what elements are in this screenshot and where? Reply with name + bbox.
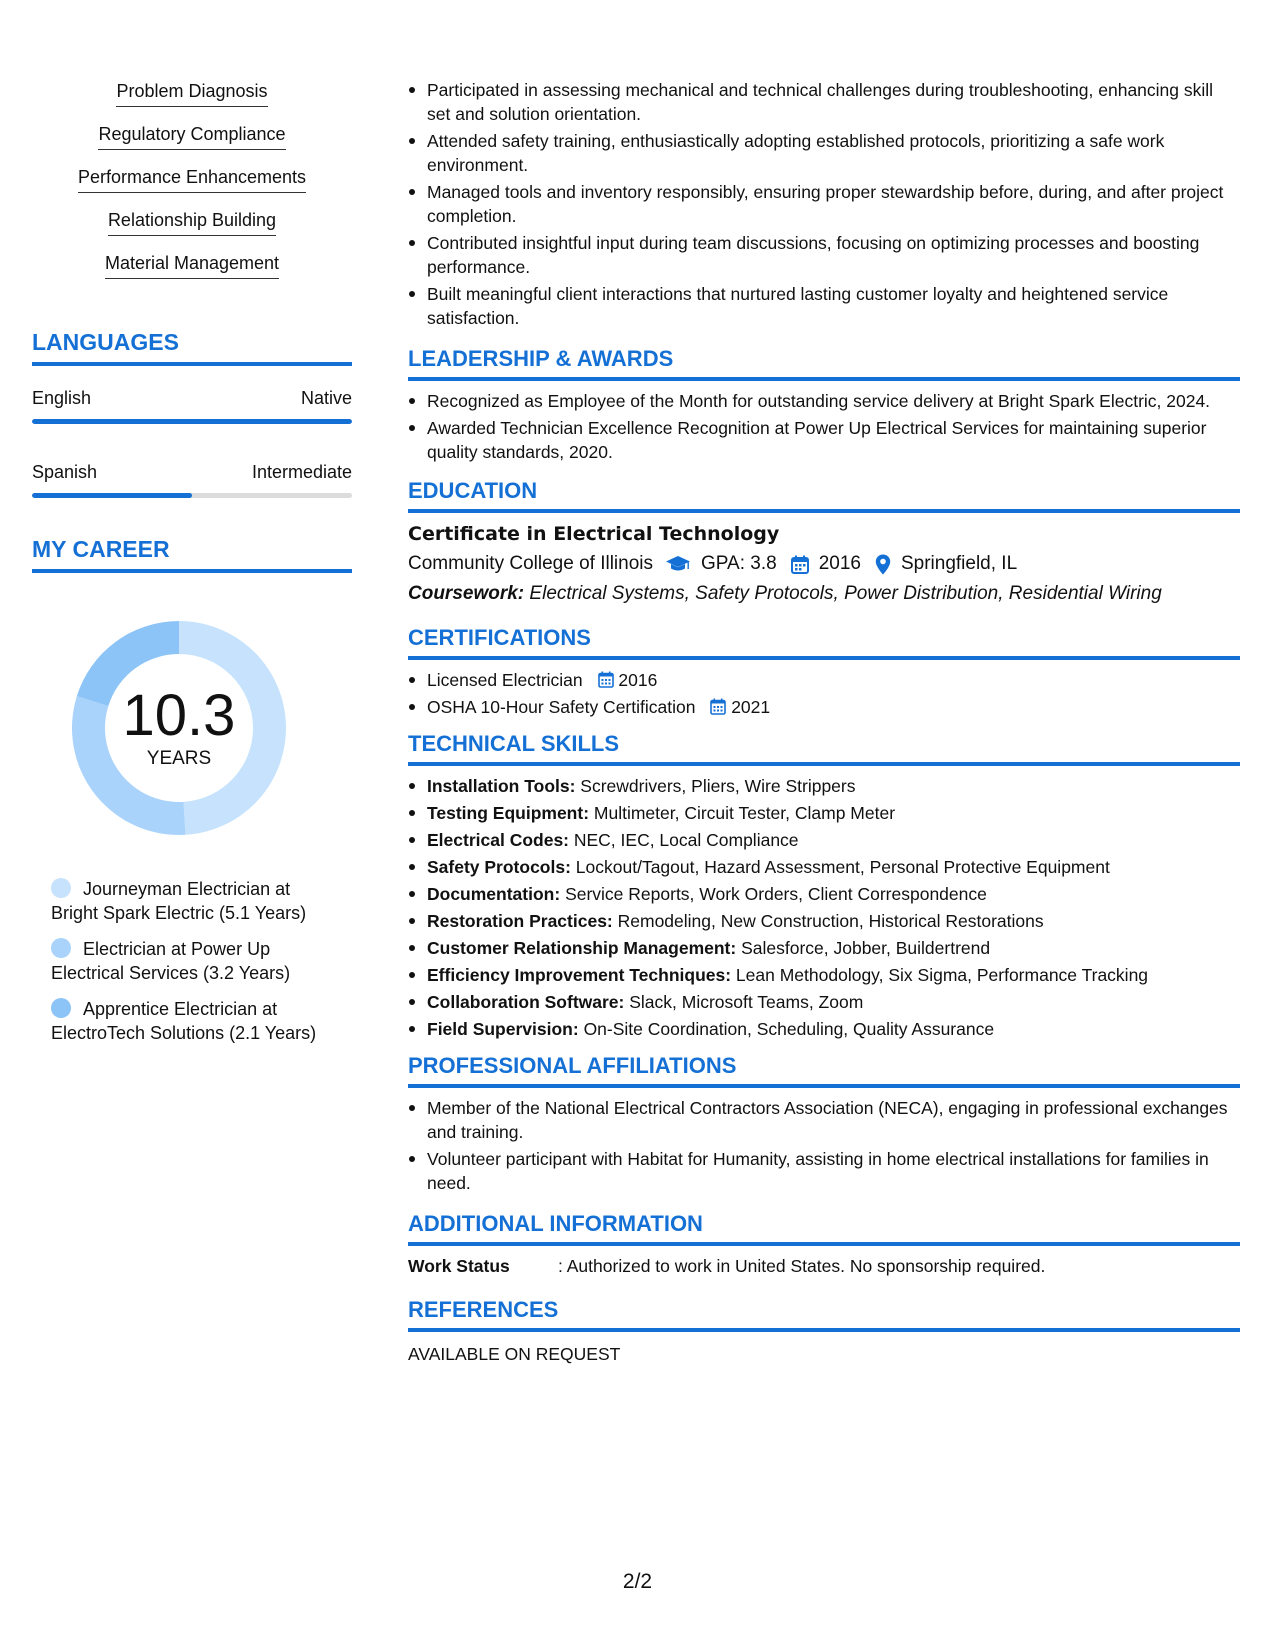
technical-skill-category: Electrical Codes:	[427, 830, 569, 850]
references-text: AVAILABLE ON REQUEST	[408, 1344, 621, 1364]
coursework-list: Electrical Systems, Safety Protocols, Power Distribution, Residential Wiring	[529, 583, 1162, 604]
certification-item	[408, 695, 1240, 719]
language-row	[32, 388, 352, 409]
certification-name: Licensed Electrician	[427, 670, 583, 690]
certifications-heading: CERTIFICATIONS	[408, 625, 1240, 660]
technical-skill-values: Service Reports, Work Orders, Client Correspondence	[560, 884, 987, 904]
calendar-icon	[791, 555, 809, 574]
affiliations-heading: PROFESSIONAL AFFILIATIONS	[408, 1053, 1240, 1088]
soft-skills-list	[32, 80, 352, 295]
coursework-label: Coursework:	[408, 583, 525, 604]
additional-info-value: : Authorized to work in United States. No sponsorship required.	[558, 1256, 1046, 1276]
skill-item: Performance Enhancements	[78, 166, 306, 193]
technical-skill-item	[408, 855, 1240, 879]
languages-heading: LANGUAGES	[32, 329, 352, 366]
career-legend-item	[51, 877, 331, 925]
technical-skill-values: Lean Methodology, Six Sigma, Performance Tracking	[731, 965, 1149, 985]
career-heading: MY CAREER	[32, 536, 352, 573]
technical-skill-item	[408, 801, 1240, 825]
legend-dot	[51, 878, 71, 898]
education-degree: Certificate in Electrical Technology	[408, 523, 780, 545]
language-level: Intermediate	[251, 462, 352, 482]
skill-item: Problem Diagnosis	[116, 80, 267, 107]
career-legend	[51, 877, 331, 1045]
skill-item: Relationship Building	[108, 209, 276, 236]
affiliation-item: Member of the National Electrical Contractors Association (NECA), engaging in professional exchanges and training.	[408, 1096, 1240, 1144]
right-column	[408, 78, 1240, 1365]
education-details	[408, 553, 1240, 575]
location-pin-icon	[875, 554, 891, 575]
technical-skill-item	[408, 774, 1240, 798]
technical-skill-category: Testing Equipment:	[427, 803, 590, 823]
technical-skill-item	[408, 1017, 1240, 1041]
technical-skill-category: Field Supervision:	[427, 1019, 579, 1039]
technical-skill-item	[408, 882, 1240, 906]
left-column	[32, 80, 352, 1057]
experience-bullet: Built meaningful client interactions that nurtured lasting customer loyalty and heightened service satisfaction.	[408, 282, 1240, 330]
experience-bullet: Participated in assessing mechanical and technical challenges during troubleshooting, enhancing skill set and solution orientation.	[408, 78, 1240, 126]
technical-skill-category: Efficiency Improvement Techniques:	[427, 965, 732, 985]
skill-item: Material Management	[105, 252, 279, 279]
experience-bullet: Managed tools and inventory responsibly, ensuring proper stewardship before, during, and after project completion.	[408, 180, 1240, 228]
affiliation-item: Volunteer participant with Habitat for Humanity, assisting in home electrical installations for families in need.	[408, 1147, 1240, 1195]
technical-skill-values: Screwdrivers, Pliers, Wire Strippers	[575, 776, 856, 796]
calendar-icon	[598, 671, 614, 688]
certification-name: OSHA 10-Hour Safety Certification	[427, 697, 696, 717]
experience-bullets	[408, 78, 1240, 330]
career-donut	[66, 615, 292, 841]
graduation-cap-icon	[665, 554, 691, 574]
calendar-icon	[710, 698, 726, 715]
education-coursework	[408, 583, 1240, 605]
technical-skills-heading: TECHNICAL SKILLS	[408, 731, 1240, 766]
technical-skill-item	[408, 963, 1240, 987]
technical-skill-category: Installation Tools:	[427, 776, 576, 796]
education-year: 2016	[818, 553, 861, 574]
affiliations-list	[408, 1096, 1240, 1195]
languages-list	[32, 388, 352, 498]
language-bar	[32, 419, 352, 424]
language-name: English	[32, 388, 92, 408]
legend-dot	[51, 938, 71, 958]
education-gpa: GPA: 3.8	[701, 553, 777, 574]
career-donut-center	[66, 615, 292, 841]
technical-skill-item	[408, 936, 1240, 960]
education-school: Community College of Illinois	[408, 553, 653, 574]
additional-info-heading: ADDITIONAL INFORMATION	[408, 1211, 1240, 1246]
technical-skill-values: NEC, IEC, Local Compliance	[569, 830, 799, 850]
language-level: Native	[300, 388, 352, 408]
skill-item: Regulatory Compliance	[98, 123, 285, 150]
education-location: Springfield, IL	[900, 553, 1018, 574]
education-heading: EDUCATION	[408, 478, 1240, 513]
career-legend-item	[51, 997, 331, 1045]
technical-skill-category: Safety Protocols:	[427, 857, 571, 877]
award-item: Recognized as Employee of the Month for outstanding service delivery at Bright Spark Electric, 2024.	[408, 389, 1240, 413]
career-legend-item	[51, 937, 331, 985]
legend-label: Apprentice Electrician at ElectroTech Solutions (2.1 Years)	[51, 999, 317, 1043]
technical-skill-values: Remodeling, New Construction, Historical Restorations	[612, 911, 1044, 931]
language-bar-fill	[32, 493, 192, 498]
technical-skill-values: Lockout/Tagout, Hazard Assessment, Personal Protective Equipment	[570, 857, 1110, 877]
leadership-list	[408, 389, 1240, 464]
leadership-heading: LEADERSHIP & AWARDS	[408, 346, 1240, 381]
certifications-list	[408, 668, 1240, 719]
experience-bullet: Attended safety training, enthusiastically adopting established protocols, prioritizing a safe work environment.	[408, 129, 1240, 177]
experience-bullet: Contributed insightful input during team discussions, focusing on optimizing processes and boosting performance.	[408, 231, 1240, 279]
legend-label: Electrician at Power Up Electrical Services (3.2 Years)	[51, 939, 291, 983]
technical-skills-list	[408, 774, 1240, 1041]
technical-skill-item	[408, 828, 1240, 852]
technical-skill-category: Restoration Practices:	[427, 911, 613, 931]
technical-skill-values: On-Site Coordination, Scheduling, Quality Assurance	[578, 1019, 995, 1039]
technical-skill-category: Customer Relationship Management:	[427, 938, 737, 958]
career-total-years: 10.3	[122, 683, 236, 748]
legend-dot	[51, 998, 71, 1018]
language-bar	[32, 493, 352, 498]
technical-skill-item	[408, 990, 1240, 1014]
references-heading: REFERENCES	[408, 1297, 1240, 1332]
technical-skill-category: Documentation:	[427, 884, 561, 904]
certification-year: 2016	[618, 670, 658, 690]
language-name: Spanish	[32, 462, 98, 482]
language-row	[32, 462, 352, 483]
technical-skill-values: Salesforce, Jobber, Buildertrend	[736, 938, 991, 958]
certification-year: 2021	[731, 697, 771, 717]
award-item: Awarded Technician Excellence Recognition at Power Up Electrical Services for maintaining superior quality standards, 2020.	[408, 416, 1240, 464]
certification-item	[408, 668, 1240, 692]
additional-info-key: Work Status	[408, 1256, 510, 1276]
technical-skill-category: Collaboration Software:	[427, 992, 625, 1012]
language-bar-fill	[32, 419, 352, 424]
technical-skill-item	[408, 909, 1240, 933]
page-number: 2/2	[622, 1570, 653, 1593]
additional-info-row	[408, 1256, 1240, 1277]
legend-label: Journeyman Electrician at Bright Spark Electric (5.1 Years)	[51, 879, 307, 923]
technical-skill-values: Multimeter, Circuit Tester, Clamp Meter	[589, 803, 896, 823]
career-total-unit: YEARS	[146, 748, 212, 769]
technical-skill-values: Slack, Microsoft Teams, Zoom	[624, 992, 864, 1012]
